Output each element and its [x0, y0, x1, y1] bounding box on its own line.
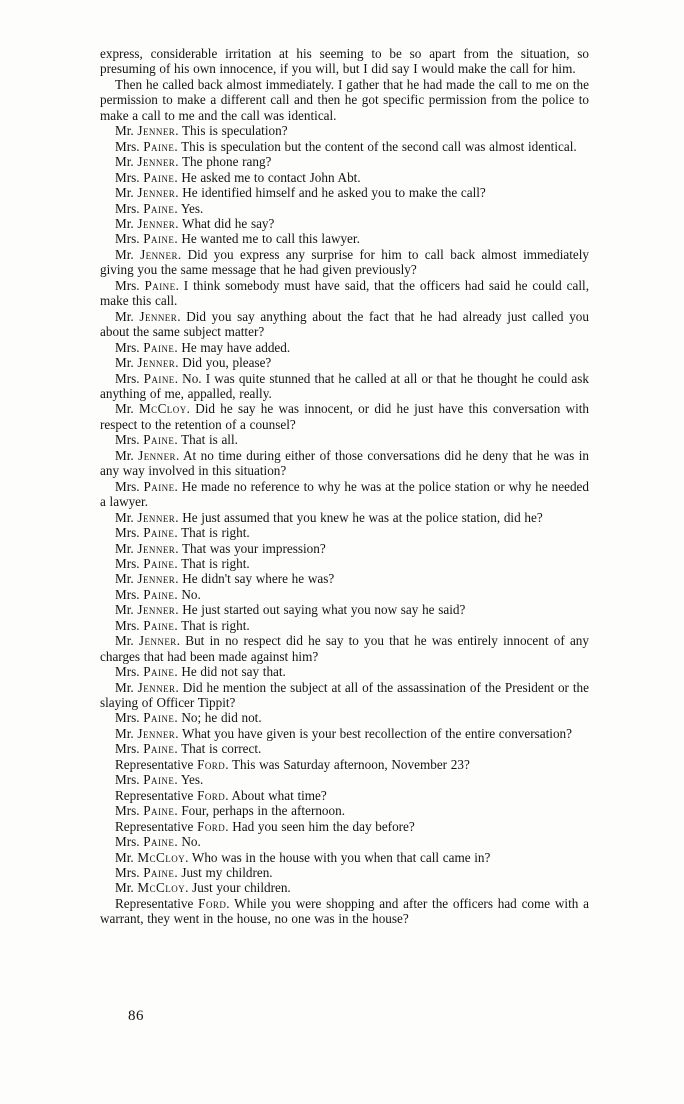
- speaker-name: Mrs. Paine.: [115, 586, 182, 602]
- speaker-name: Mrs. Paine.: [115, 432, 182, 448]
- paragraph: Mrs. Paine. No.: [115, 586, 201, 602]
- paragraph: Mr. Jenner. He just assumed that you knew he was at the police station, did he?: [115, 509, 543, 525]
- speaker-name: Mr. Jenner.: [115, 571, 183, 587]
- paragraph: Mrs. Paine. I think somebody must have said, that the officers had said he could call, make this call.: [100, 277, 589, 309]
- speaker-name: Representative Ford.: [115, 818, 233, 834]
- paragraph: Mrs. Paine. That is all.: [115, 432, 238, 448]
- paragraph: Mr. McCloy. Who was in the house with you when that call came in?: [115, 849, 491, 865]
- speaker-name: Mrs. Paine.: [115, 525, 182, 541]
- speaker-name: Mr. Jenner.: [115, 633, 186, 649]
- page-number: 86: [128, 1008, 144, 1024]
- speaker-name: Representative Ford.: [115, 787, 232, 803]
- paragraph: Mr. McCloy. Just your children.: [115, 880, 291, 896]
- paragraph: Mrs. Paine. That is right.: [115, 525, 250, 541]
- speaker-name: Mr. Jenner.: [115, 123, 182, 139]
- paragraph: Representative Ford. Had you seen him the day before?: [115, 818, 415, 834]
- paragraph: Representative Ford. About what time?: [115, 787, 327, 803]
- speaker-name: Mr. Jenner.: [115, 308, 187, 324]
- paragraph: Mr. Jenner. Did you, please?: [115, 355, 272, 371]
- speaker-name: Mr. Jenner.: [115, 215, 182, 231]
- paragraph: Mr. Jenner. But in no respect did he say to you that he was entirely innocent of any charges that had been made against him?: [100, 633, 589, 664]
- paragraph: Mrs. Paine. Four, perhaps in the afternoon.: [115, 803, 346, 819]
- speaker-name: Mr. Jenner.: [115, 246, 188, 262]
- paragraph: Representative Ford. While you were shopping and after the officers had come with a warrant, they went in the house, no one was in the house?: [100, 895, 589, 927]
- speaker-name: Mr. Jenner.: [115, 725, 182, 741]
- paragraph: Mr. Jenner. Did he mention the subject at all of the assassination of the President or the slaying of Officer Tippit?: [100, 679, 589, 711]
- speaker-name: Representative Ford.: [115, 895, 235, 911]
- speaker-name: Mrs. Paine.: [115, 138, 182, 154]
- speaker-name: Mr. McCloy.: [115, 849, 192, 865]
- speaker-name: Mr. McCloy.: [115, 880, 193, 896]
- speaker-name: Mrs. Paine.: [115, 710, 182, 726]
- paragraph: Mr. Jenner. He identified himself and he asked you to make the call?: [115, 185, 486, 201]
- paragraph: Mrs. Paine. No; he did not.: [115, 710, 262, 726]
- speaker-name: Mrs. Paine.: [115, 339, 182, 355]
- paragraph: Mrs. Paine. No. I was quite stunned that he called at all or that he thought he could ask anything of me, appalled, really.: [100, 370, 589, 401]
- speaker-name: Mrs. Paine.: [115, 772, 181, 788]
- speaker-name: Mr. McCloy.: [115, 401, 196, 417]
- paragraph: Mrs. Paine. Just my children.: [115, 865, 273, 881]
- paragraph: Mr. Jenner. He just started out saying what you now say he said?: [115, 602, 466, 618]
- speaker-name: Mr. Jenner.: [115, 509, 183, 525]
- paragraph: Mr. McCloy. Did he say he was innocent, or did he just have this conversation with respect to the retention of a counsel?: [100, 401, 589, 432]
- speaker-name: Mr. Jenner.: [115, 355, 183, 371]
- paragraph: Mrs. Paine. He may have added.: [115, 339, 291, 355]
- speaker-name: Mrs. Paine.: [115, 555, 182, 571]
- paragraph: Mr. Jenner. This is speculation?: [115, 123, 288, 139]
- speaker-name: Mrs. Paine.: [115, 803, 182, 819]
- speaker-name: Mr. Jenner.: [115, 540, 182, 556]
- paragraph: Mrs. Paine. No.: [115, 834, 201, 850]
- speaker-name: Mrs. Paine.: [115, 478, 182, 494]
- speaker-name: Mrs. Paine.: [115, 169, 182, 185]
- paragraph: Mr. Jenner. Did you express any surprise for him to call back almost immediately giving you the same message that he had given previously?: [100, 246, 589, 278]
- speaker-name: Mrs. Paine.: [115, 617, 182, 633]
- speaker-name: Mrs. Paine.: [115, 200, 181, 216]
- speaker-name: Mrs. Paine.: [115, 277, 184, 293]
- speaker-name: Mrs. Paine.: [115, 370, 183, 386]
- paragraph: Mr. Jenner. Did you say anything about the fact that he had already just called you about the same subject matter?: [100, 308, 589, 340]
- speaker-name: Mr. Jenner.: [115, 154, 182, 170]
- paragraph: Mrs. Paine. Yes.: [115, 772, 204, 788]
- transcript: [100, 46, 589, 927]
- speaker-name: Mr. Jenner.: [115, 679, 183, 695]
- speaker-name: Mr. Jenner.: [115, 602, 183, 618]
- speaker-name: Mrs. Paine.: [115, 865, 182, 881]
- paragraph: Then he called back almost immediately. I gather that he had made the call to me on the permission to make a different call and then he got specific permission from the police to make a call to me and the call was identical.: [100, 76, 589, 123]
- paragraph: Mr. Jenner. He didn't say where he was?: [115, 571, 335, 587]
- speaker-name: Mrs. Paine.: [115, 664, 182, 680]
- speaker-name: Mr. Jenner.: [115, 447, 184, 463]
- paragraph: Mrs. Paine. He made no reference to why he was at the police station or why he needed a lawyer.: [100, 478, 589, 510]
- paragraph: Mrs. Paine. Yes.: [115, 200, 204, 216]
- paragraph: Mrs. Paine. He wanted me to call this lawyer.: [115, 231, 360, 247]
- speaker-name: Mrs. Paine.: [115, 834, 182, 850]
- paragraph: Mrs. Paine. He did not say that.: [115, 664, 286, 680]
- paragraph: Mr. Jenner. At no time during either of those conversations did he deny that he was in any way involved in this situation?: [100, 447, 589, 479]
- paragraph: Mrs. Paine. This is speculation but the content of the second call was almost identical.: [115, 138, 577, 154]
- paragraph: Mrs. Paine. That is right.: [115, 555, 250, 571]
- paragraph: Mrs. Paine. That is right.: [115, 617, 250, 633]
- paragraph: Mrs. Paine. He asked me to contact John Abt.: [115, 169, 361, 185]
- speaker-name: Mr. Jenner.: [115, 185, 183, 201]
- paragraph: Mr. Jenner. That was your impression?: [115, 540, 326, 556]
- paragraph: Mr. Jenner. What you have given is your best recollection of the entire conversation?: [115, 725, 572, 741]
- paragraph: Representative Ford. This was Saturday afternoon, November 23?: [115, 756, 470, 772]
- speaker-name: Representative Ford.: [115, 756, 232, 772]
- speaker-name: Mrs. Paine.: [115, 741, 182, 757]
- paragraph: express, considerable irritation at his seeming to be so apart from the situation, so presuming of his own innocence, if you will, but I did say I would make the call for him.: [100, 46, 589, 77]
- speaker-name: Mrs. Paine.: [115, 231, 182, 247]
- paragraph: Mrs. Paine. That is correct.: [115, 741, 262, 757]
- paragraph: Mr. Jenner. The phone rang?: [115, 154, 272, 170]
- paragraph: Mr. Jenner. What did he say?: [115, 215, 275, 231]
